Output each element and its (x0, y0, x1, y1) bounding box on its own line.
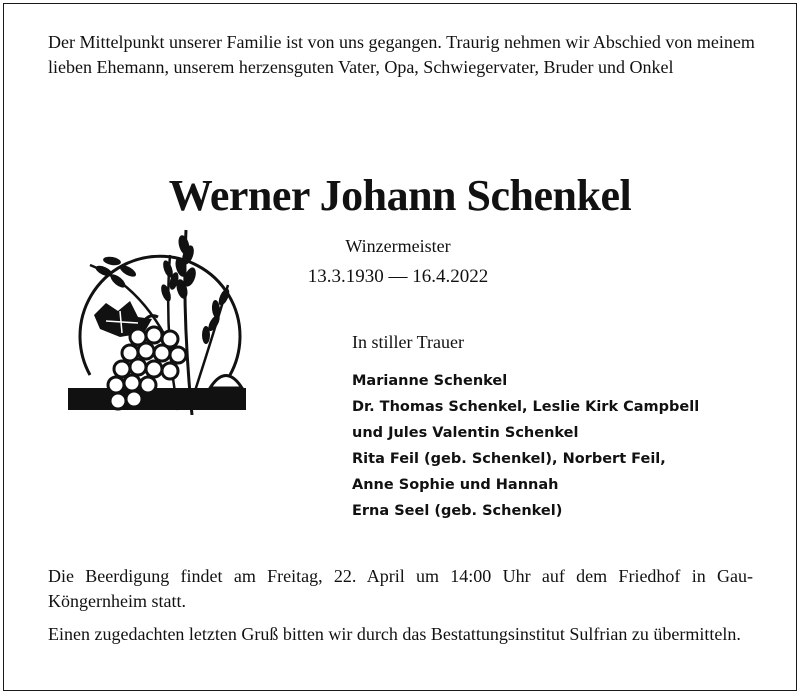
greeting-info: Einen zugedachten letzten Gruß bitten wir durch das Bestattungsinstitut Sulfrian zu übermitteln. (48, 624, 741, 644)
intro-text: Der Mittelpunkt unserer Familie ist von uns gegangen. Traurig nehmen wir Abschied von meinem lieben Ehemann, unserem herzensguten Vater, Opa, Schwiegervater, Bruder und Onkel (48, 32, 755, 77)
deceased-profession: Winzermeister (345, 236, 451, 256)
mourner-entry: Rita Feil (geb. Schenkel), Norbert Feil, (352, 451, 666, 467)
mourner-entry: und Jules Valentin Schenkel (352, 425, 579, 441)
mourning-heading: In stiller Trauer (352, 332, 464, 352)
life-dates: 13.3.1930 — 16.4.2022 (307, 266, 489, 287)
mourner-entry: Dr. Thomas Schenkel, Leslie Kirk Campbell (352, 399, 700, 415)
funeral-info: Die Beerdigung findet am Freitag, 22. April um 14:00 Uhr auf dem Friedhof in Gau-Köngernheim statt. (48, 566, 753, 611)
mourner-entry: Erna Seel (geb. Schenkel) (352, 503, 563, 519)
mourner-entry: Anne Sophie und Hannah (352, 477, 559, 493)
grapes-and-wheat-icon (60, 225, 250, 415)
mourner-entry: Marianne Schenkel (352, 373, 508, 389)
deceased-name: Werner Johann Schenkel (168, 171, 632, 220)
mourners-list (352, 368, 699, 524)
